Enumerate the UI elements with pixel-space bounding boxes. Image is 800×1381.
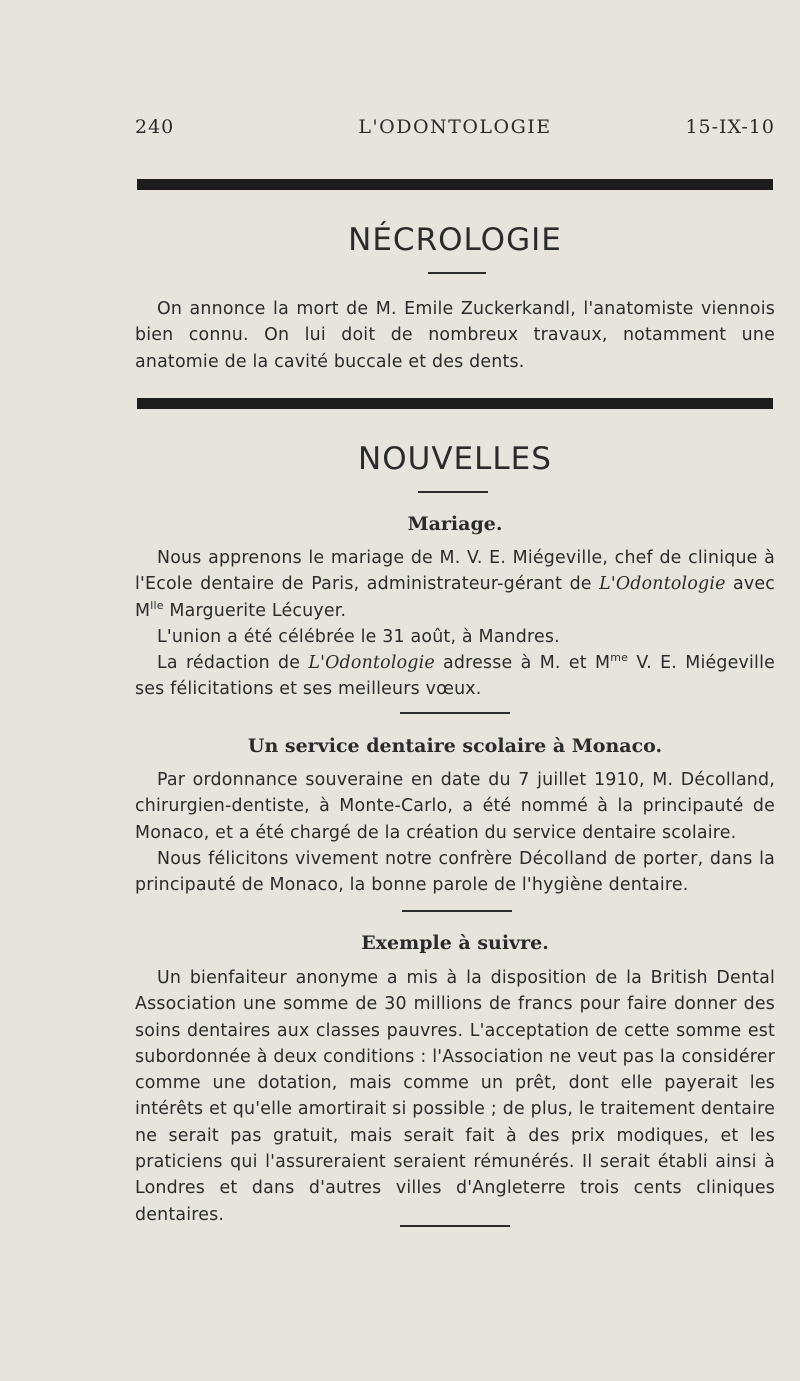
end-rule [400, 1225, 510, 1227]
paragraph: On annonce la mort de M. Emile Zuckerkandl, l'anatomiste viennois bien connu. On lui doit de nombreux travaux, notamment une anatomie de la cavité buccale et des dents. [135, 299, 775, 372]
necrologie-title: NÉCROLOGIE [348, 222, 562, 258]
issue-date: 15-IX-10 [685, 116, 775, 138]
title-underline [418, 491, 488, 493]
paragraph: Par ordonnance souveraine en date du 7 juillet 1910, M. Décolland, chirurgien-dentiste, à Monte-Carlo, a été nommé à la principauté de Monaco, et a été chargé de la création du service dentaire scolaire. [135, 770, 775, 843]
monaco-heading: Un service dentaire scolaire à Monaco. [247, 735, 663, 757]
nouvelles-title: NOUVELLES [358, 441, 552, 477]
separator-rule [400, 712, 510, 714]
monaco-text [135, 767, 775, 898]
separator-rule [402, 910, 512, 912]
thick-rule-top [137, 179, 773, 190]
mariage-heading: Mariage. [407, 513, 503, 535]
paragraph: Un bienfaiteur anonyme a mis à la disposition de la British Dental Association une somme de 30 millions de francs pour faire donner des soins dentaires aux classes pauvres. L'acceptation de cette somme est subordonnée à deux conditions : l'Association ne veut pas la considérer comme une dotation, mais comme un prêt, dont elle payerait les intérêts et qu'elle amortirait si possible ; de plus, le traitement dentaire ne serait pas gratuit, mais serait fait à des prix modiques, et les praticiens qui l'assureraient seraient rémunérés. Il serait établi ainsi à Londres et dans d'autres villes d'Angleterre trois cents cliniques dentaires. [135, 968, 775, 1225]
exemple-text [135, 965, 775, 1228]
journal-name: L'Odontologie [308, 653, 435, 674]
title-underline [428, 272, 486, 274]
running-head [135, 116, 775, 146]
exemple-heading: Exemple à suivre. [361, 932, 549, 954]
thick-rule-middle [137, 398, 773, 409]
paragraph: La rédaction de L'Odontologie adresse à M. et $M^{me}$ V. E. Miégeville ses félicitations et ses meilleurs vœux. [135, 651, 776, 700]
paragraph: Nous félicitons vivement notre confrère Décolland de porter, dans la principauté de Monaco, la bonne parole de l'hygiène dentaire. [135, 848, 775, 896]
journal-name: L'Odontologie [599, 574, 726, 595]
journal-title: L'ODONTOLOGIE [358, 116, 552, 138]
paragraph: L'union a été célébrée le 31 août, à Mandres. [157, 626, 560, 647]
page-number: 240 [135, 116, 175, 138]
paragraph: Nous apprenons le mariage de M. V. E. Miégeville, chef de clinique à l'Ecole dentaire de Paris, administrateur-gérant de L'Odontologie avec $M^{lle}$ Marguerite Lécuyer. [135, 548, 775, 621]
mariage-text [135, 545, 775, 703]
necrologie-text [135, 296, 775, 375]
